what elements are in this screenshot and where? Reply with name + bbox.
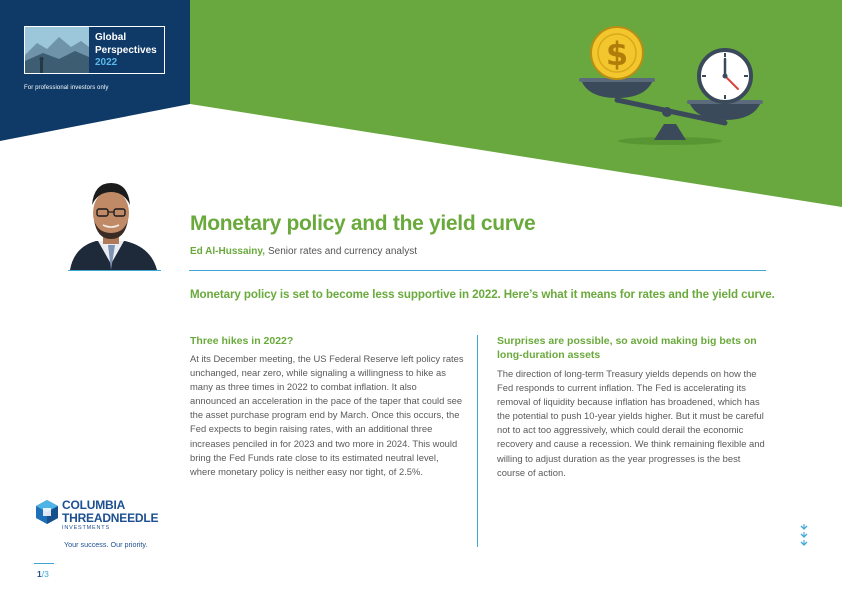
author-portrait bbox=[70, 183, 157, 270]
audience-note: For professional investors only bbox=[24, 85, 109, 91]
right-column-heading: Surprises are possible, so avoid making big bets on long-duration assets bbox=[497, 335, 757, 361]
page-total: /3 bbox=[41, 569, 49, 579]
page-number bbox=[37, 569, 49, 579]
brand-line-1: COLUMBIA bbox=[62, 498, 126, 512]
series-line-2: Perspectives bbox=[95, 44, 157, 56]
header-divider bbox=[189, 270, 766, 271]
series-logo bbox=[24, 26, 165, 74]
svg-text:$: $ bbox=[605, 35, 629, 73]
portrait-divider bbox=[68, 270, 161, 271]
left-column bbox=[190, 334, 465, 479]
page-current: 1 bbox=[37, 569, 42, 579]
standfirst: Monetary policy is set to become less supportive in 2022. Here’s what it means for rates and the yield curve. bbox=[190, 288, 775, 301]
brand-line-3: INVESTMENTS bbox=[62, 525, 110, 531]
right-column bbox=[497, 334, 769, 480]
clock-icon bbox=[699, 50, 751, 102]
series-year: 2022 bbox=[95, 57, 118, 68]
brand-tagline: Your success. Our priority. bbox=[64, 540, 148, 549]
left-column-heading: Three hikes in 2022? bbox=[190, 335, 294, 347]
article-title: Monetary policy and the yield curve bbox=[190, 212, 536, 235]
left-column-body: At its December meeting, the US Federal Reserve left policy rates unchanged, near zero, while signaling a willingness to hike as many as three times in 2022 to combat inflation. It also announced an acceleration in the pace of the taper that could see the asset purchase program end by March. Once this occurs, the Fed expects to begin raising rates, with an additional three increases penciled in for 2023 and two more in 2024. This would bring the Fed Funds rate close to its estimated neutral level, where monetary policy is neither easy nor tight, of 2.5%. bbox=[190, 353, 464, 477]
chevron-down-icon[interactable] bbox=[798, 524, 810, 548]
coin-dollar-icon bbox=[591, 27, 643, 79]
series-title bbox=[95, 32, 157, 70]
brand-line-2: THREADNEEDLE bbox=[62, 510, 159, 525]
series-line-1: Global bbox=[95, 32, 127, 43]
page-number-rule bbox=[34, 563, 54, 564]
byline bbox=[190, 246, 417, 257]
column-divider bbox=[477, 335, 478, 547]
author-role: Senior rates and currency analyst bbox=[268, 246, 417, 257]
landscape-photo bbox=[25, 27, 89, 73]
brand-name bbox=[62, 499, 158, 524]
right-column-body: The direction of long-term Treasury yields depends on how the Fed responds to current inflation. The Fed is accelerating its removal of liquidity because inflation has broadened, which has the potential to push 10-year yields higher. But it must be careful not to act too aggressively, which could derail the economic recovery and cause a recession. We think remaining flexible and willing to adjust duration as the year progresses is the best course of action. bbox=[497, 368, 765, 478]
brand-mark-icon bbox=[34, 499, 60, 525]
author-name: Ed Al-Hussainy, bbox=[190, 246, 266, 257]
